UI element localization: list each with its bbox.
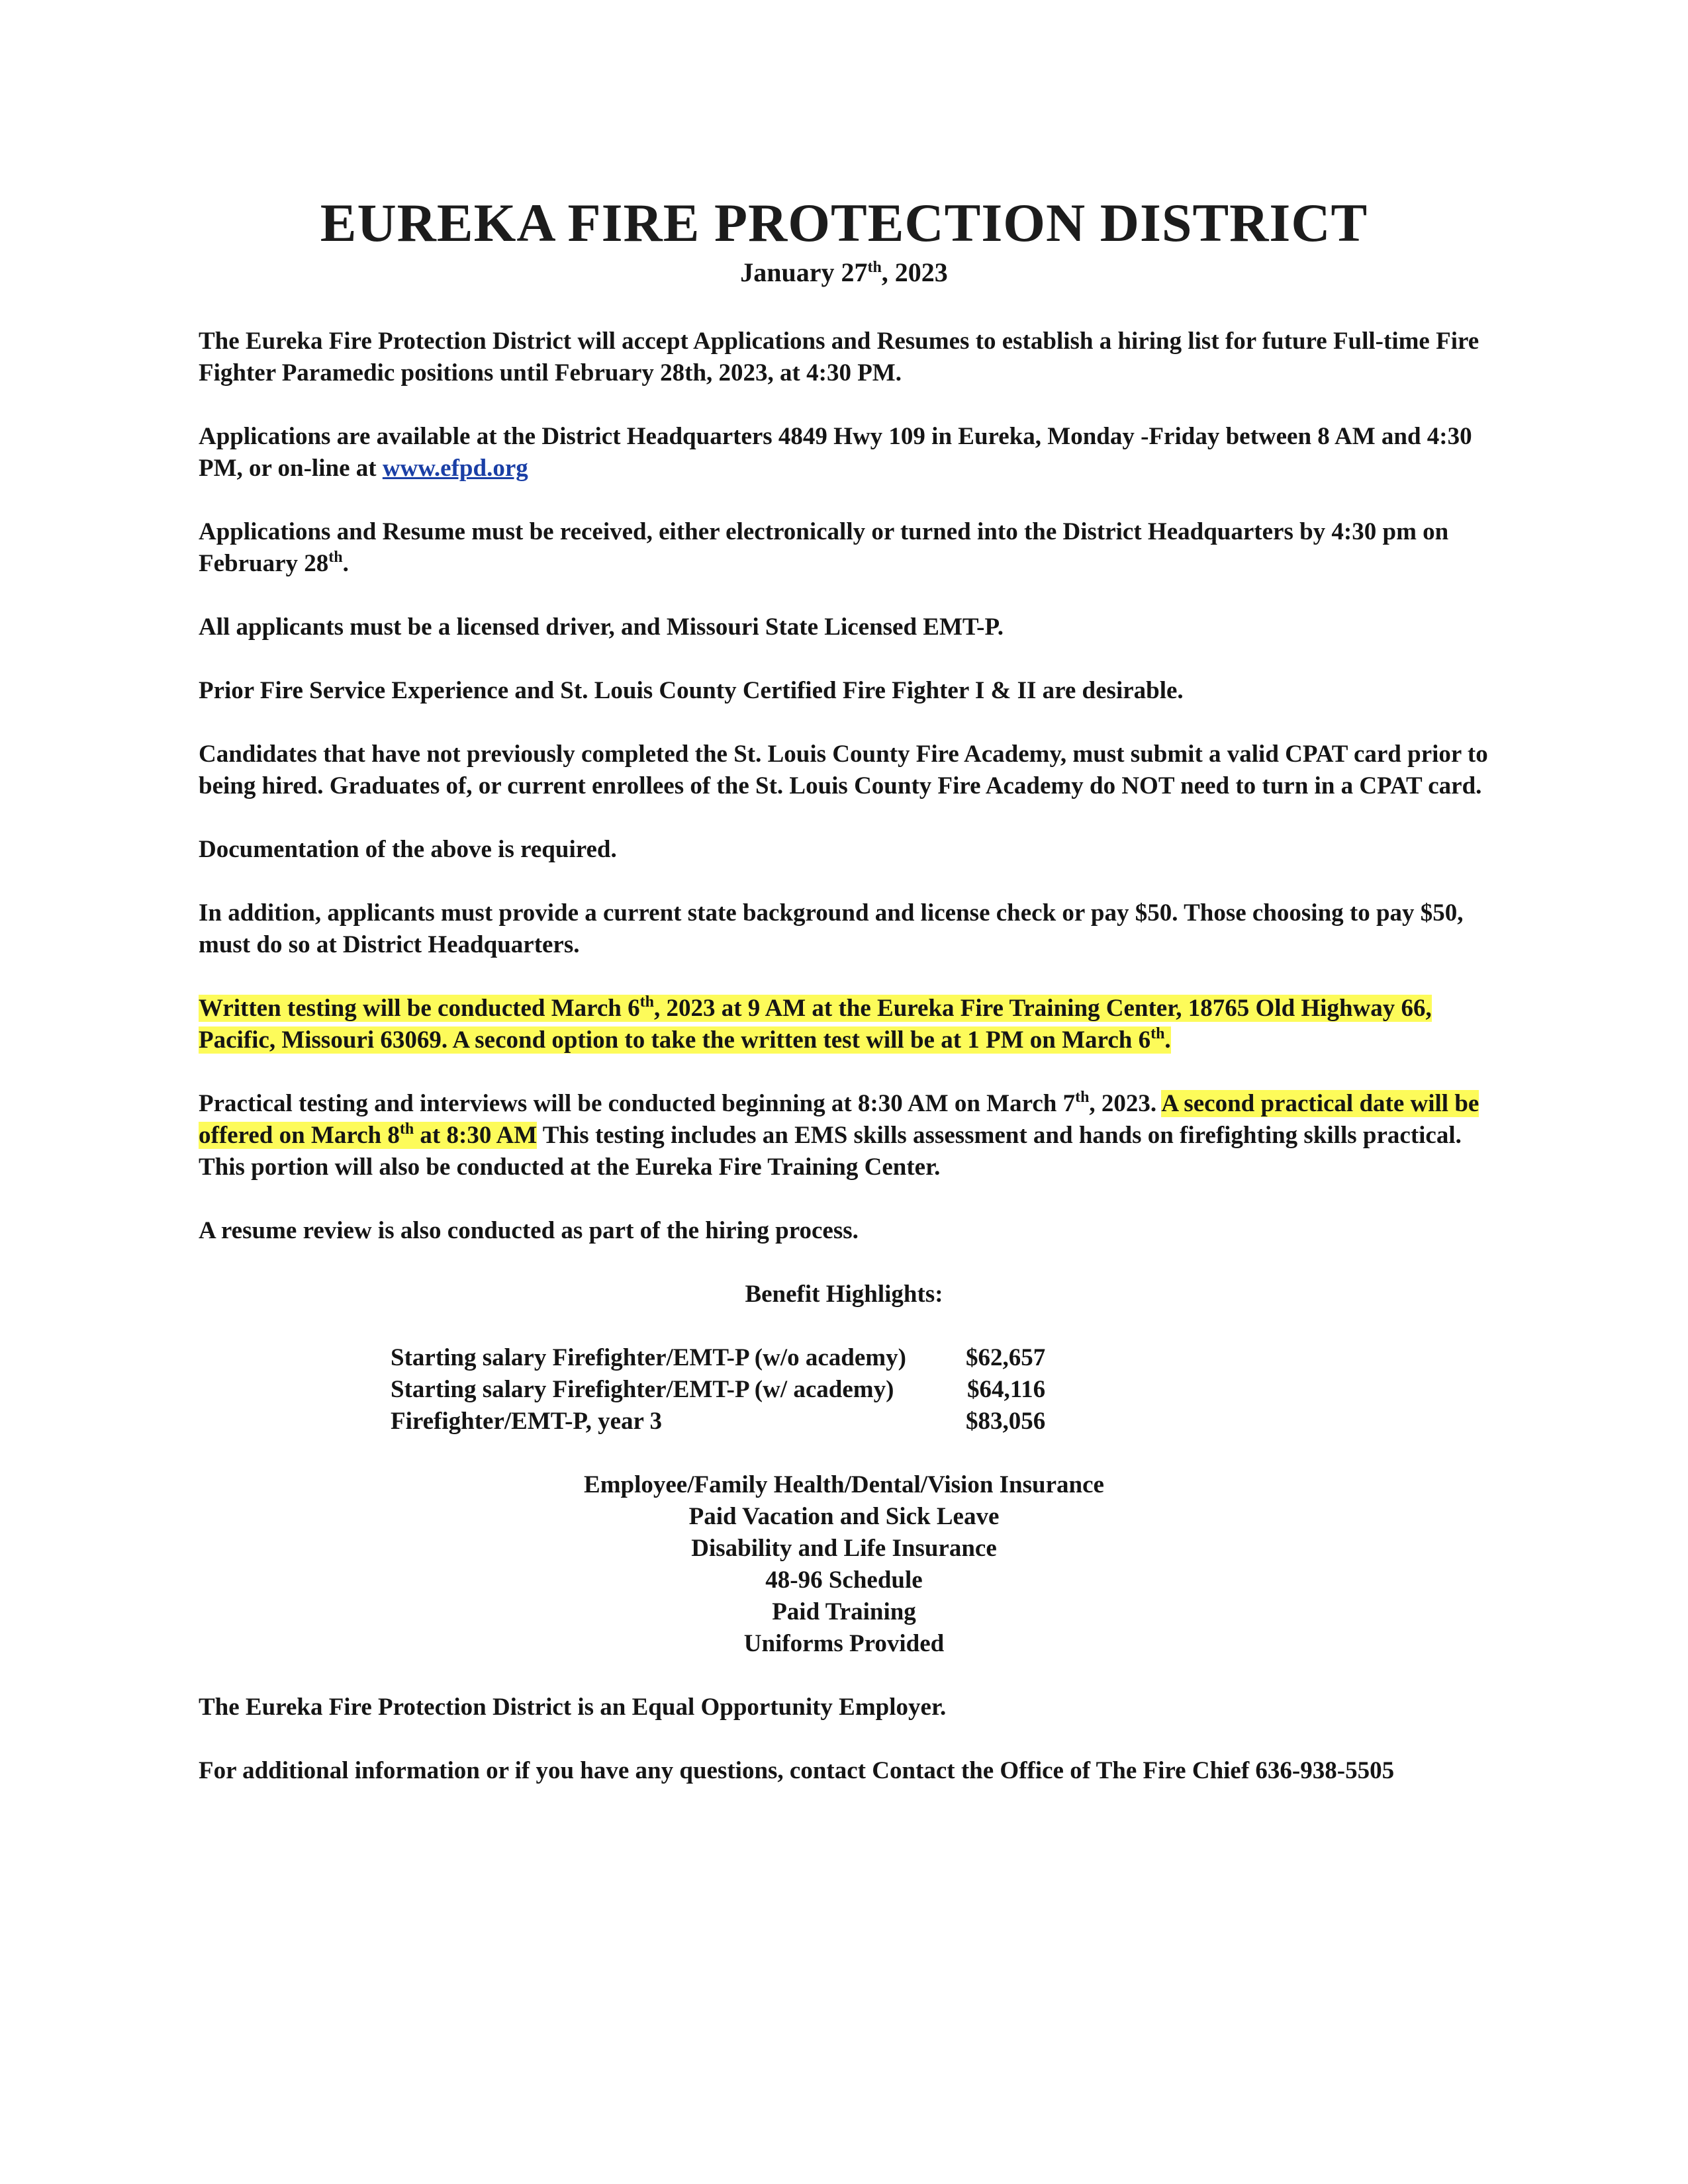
date-year: , 2023 [881,257,948,287]
list-item: 48-96 Schedule [765,1567,923,1594]
paragraph-practical-testing [199,1088,1489,1183]
paragraph-desirable-experience: Prior Fire Service Experience and St. Louis County Certified Fire Fighter I & II are desirable. [199,677,1184,704]
paragraph-contact: For additional information or if you have any questions, contact Contact the Office of The Fire Chief 636-938-5505 [199,1757,1395,1784]
paragraph-written-testing [199,993,1489,1056]
salary-label: Firefighter/EMT-P, year 3 [391,1408,663,1435]
paragraph-application-availability [199,421,1489,484]
document-body [199,326,1489,1819]
written-testing-text: Written testing will be conducted March 6 [199,995,640,1022]
practical-second-time: at 8:30 AM [414,1122,538,1149]
paragraph-cpat: Candidates that have not previously completed the St. Louis County Fire Academy, must submit a valid CPAT card prior to being hired. Graduates of, or current enrollees of the St. Louis County Fire Academy do NOT need to turn in a CPAT card. [199,741,1488,799]
written-end: . [1164,1026,1171,1054]
submission-text: Applications and Resume must be received, either electronically or turned into the District Headquarters by 4:30 pm on February 28 [199,518,1449,577]
paragraph-equal-opportunity: The Eureka Fire Protection District is an Equal Opportunity Employer. [199,1694,947,1721]
paragraph-resume-review: A resume review is also conducted as part of the hiring process. [199,1217,859,1244]
practical-testing-details: This testing includes an EMS skills assessment and hands on firefighting skills practical. This portion will also be conducted at the Eureka Fire Training Center. [199,1122,1462,1181]
salary-table [391,1342,1045,1437]
written-second-option: A second option to take the written test will be at 1 PM on March 6 [452,1026,1151,1054]
benefit-highlights-heading: Benefit Highlights: [745,1281,943,1308]
list-item: Paid Training [772,1598,916,1625]
date-text: January 27 [740,257,868,287]
practical-second-suffix: th [399,1120,414,1138]
written-second-suffix: th [1150,1025,1165,1042]
document-date [0,257,1688,288]
practical-second-date: A second practical date will be offered on March 8 [199,1090,1479,1149]
paragraph-background-check: In addition, applicants must provide a current state background and license check or pay $50. Those choosing to pay $50, must do so at District Headquarters. [199,899,1464,958]
list-item: Disability and Life Insurance [691,1535,997,1562]
table-row [391,1342,1045,1374]
document-title: EUREKA FIRE PROTECTION DISTRICT [320,193,1368,253]
practical-year: , 2023. [1089,1090,1162,1117]
written-date-suffix: th [639,993,654,1011]
practical-date-suffix: th [1075,1089,1090,1106]
submission-end: . [342,550,349,577]
paragraph-submission [199,516,1489,580]
list-item: Paid Vacation and Sick Leave [688,1503,1000,1530]
list-item: Employee/Family Health/Dental/Vision Insurance [584,1471,1104,1498]
table-row [391,1406,1045,1437]
salary-amount: $83,056 [965,1408,1046,1435]
written-testing-location: , 2023 at 9 AM at the Eureka Fire Training Center, 18765 Old Highway 66, Pacific, Missouri 63069. [199,995,1432,1054]
submission-suffix: th [328,549,343,566]
paragraph-license-requirement: All applicants must be a licensed driver, and Missouri State Licensed EMT-P. [199,614,1004,641]
table-row [391,1374,1045,1406]
paragraph-application-deadline: The Eureka Fire Protection District will accept Applications and Resumes to establish a hiring list for future Full-time Fire Fighter Paramedic positions until February 28th, 2023, at 4:30 PM. [199,328,1479,387]
date-suffix: th [867,259,882,276]
salary-amount: $62,657 [965,1344,1046,1371]
written-testing-highlight [199,995,1432,1054]
availability-text: Applications are available at the District Headquarters 4849 Hwy 109 in Eureka, Monday -Friday between 8 AM and 4:30 PM, or on-line at [199,423,1472,482]
practical-testing-text: Practical testing and interviews will be conducted beginning at 8:30 AM on March 7 [199,1090,1076,1117]
salary-label: Starting salary Firefighter/EMT-P (w/ academy) [391,1376,894,1403]
salary-amount: $64,116 [966,1376,1046,1403]
list-item: Uniforms Provided [743,1630,945,1657]
paragraph-documentation: Documentation of the above is required. [199,836,617,863]
benefits-list [199,1469,1489,1660]
salary-label: Starting salary Firefighter/EMT-P (w/o academy) [391,1344,906,1371]
website-link[interactable]: www.efpd.org [382,455,528,482]
